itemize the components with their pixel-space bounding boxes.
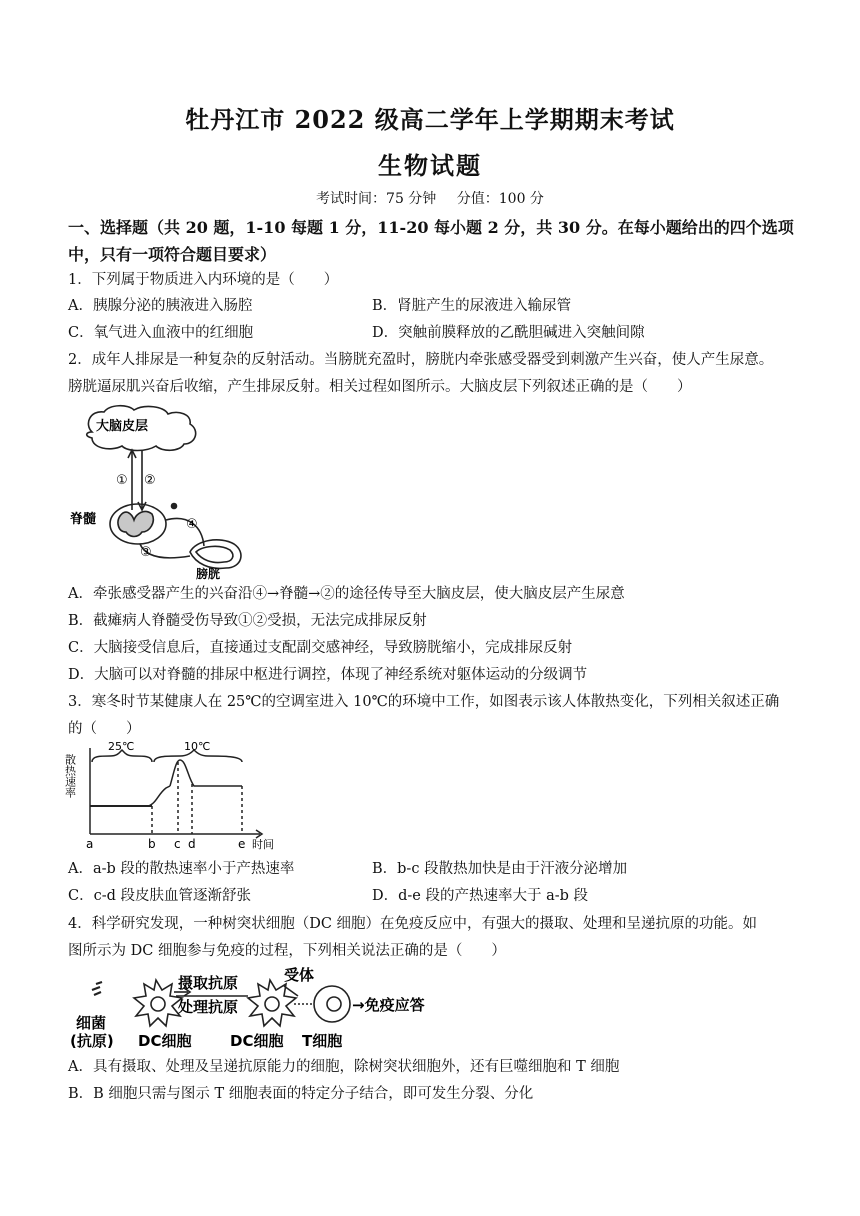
q3-option-d: D．d-e 段的产热速率大于 a-b 段 [372, 888, 589, 904]
exam-meta [0, 188, 860, 208]
q1-option-a: A．胰腺分泌的胰液进入肠腔 [68, 298, 253, 314]
temp-10c-label: 10℃ [184, 740, 211, 753]
q2-option-a: A．牵张感受器产生的兴奋沿④→脊髓→②的途径传导至大脑皮层，使大脑皮层产生尿意 [68, 586, 625, 602]
dc-cell-1-icon [134, 980, 182, 1026]
q1-option-d: D．突触前膜释放的乙酰胆碱进入突触间隙 [372, 325, 645, 341]
t-cell-icon [314, 986, 350, 1022]
receptor-line [284, 986, 298, 996]
q2-option-b: B．截瘫病人脊髓受伤导致①②受损，无法完成排尿反射 [68, 613, 427, 629]
exam-subtitle: 生物试题 [378, 151, 482, 180]
pathway-4-line [166, 518, 204, 546]
q1-option-b: B．肾脏产生的尿液进入输尿管 [372, 298, 572, 314]
exam-title: 牡丹江市 2022 级高二学年上学期期末考试 [185, 105, 675, 134]
q3-stem-line2: 的（ ） [68, 721, 141, 737]
q3-option-a: A．a-b 段的散热速率小于产热速率 [68, 861, 295, 877]
temp-25c-label: 25℃ [108, 740, 135, 753]
dc-cell-2-label: DC细胞 [230, 1032, 284, 1050]
q4-stem-line2: 图所示为 DC 细胞参与免疫的过程，下列相关说法正确的是（ ） [68, 943, 506, 959]
x-axis-label: 时间 [252, 838, 274, 851]
q4-option-a: A．具有摄取、处理及呈递抗原能力的细胞，除树突状细胞外，还有巨噬细胞和 T 细胞 [68, 1059, 620, 1075]
pathway-1-label: ① [116, 473, 128, 488]
point-a-label: a [86, 837, 94, 851]
dc-cell-diagram [70, 966, 450, 1050]
step-uptake-label: 摄取抗原 [178, 974, 239, 992]
q3-option-b: B．b-c 段散热加快是由于汗液分泌增加 [372, 861, 628, 877]
spinal-cord-label: 脊髓 [70, 512, 97, 527]
point-b-label: b [148, 837, 156, 851]
section-heading-line1: 一、选择题（共 20 题，1-10 每题 1 分，11-20 每小题 2 分，共 30 分。在每小题给出的四个选项 [68, 218, 794, 237]
bacteria-label: 细菌 [76, 1014, 107, 1032]
point-e-label: e [238, 837, 246, 851]
q2-option-d: D．大脑可以对脊髓的排尿中枢进行调控，体现了神经系统对躯体运动的分级调节 [68, 667, 588, 683]
q3-stem-line1: 3．寒冬时节某健康人在 25℃的空调室进入 10℃的环境中工作，如图表示该人体散热变化，下列相关叙述正确 [68, 694, 780, 710]
step-process-label: 处理抗原 [178, 998, 239, 1016]
q1-stem: 1．下列属于物质进入内环境的是（ ） [68, 272, 339, 288]
q4-stem-line1: 4．科学研究发现，一种树突状细胞（DC 细胞）在免疫反应中，有强大的摄取、处理和呈递抗原的功能。如 [68, 916, 758, 932]
pathway-4-label: ④ [186, 517, 198, 532]
q2-stem-line1: 2．成年人排尿是一种复杂的反射活动。当膀胱充盈时，膀胱内牵张感受器受到刺激产生兴奋，使人产生尿意。 [68, 352, 774, 368]
immune-response-label: →免疫应答 [352, 996, 425, 1014]
pathway-2-label: ② [144, 473, 156, 488]
curve-25c [90, 786, 170, 806]
bacteria-icon [92, 982, 102, 995]
peak-curve [170, 760, 242, 786]
q1-option-c: C．氧气进入血液中的红细胞 [68, 325, 254, 341]
q2-stem-line2: 膀胱逼尿肌兴奋后收缩，产生排尿反射。相关过程如图所示。大脑皮层下列叙述正确的是（ ） [68, 379, 692, 395]
q3-option-c: C．c-d 段皮肤血管逐渐舒张 [68, 888, 252, 904]
dc-cell-2-icon [248, 980, 296, 1026]
point-d-label: d [188, 837, 196, 851]
heat-dissipation-chart [63, 740, 285, 854]
antigen-label: (抗原) [70, 1032, 114, 1050]
q4-option-b: B．B 细胞只需与图示 T 细胞表面的特定分子结合，即可发生分裂、分化 [68, 1086, 534, 1102]
y-axis-label: 散热速率 [63, 754, 77, 798]
dc-cell-1-label: DC细胞 [138, 1032, 192, 1050]
pathway-3-label: ③ [140, 545, 152, 560]
bladder-label: 膀胱 [196, 567, 221, 581]
exam-score: 分值：100 分 [456, 191, 544, 207]
exam-time: 考试时间：75 分钟 [316, 191, 437, 207]
point-c-label: c [174, 837, 181, 851]
cortex-label: 大脑皮层 [96, 419, 149, 434]
q2-option-c: C．大脑接受信息后，直接通过支配副交感神经，导致膀胱缩小，完成排尿反射 [68, 640, 573, 656]
section-heading-line2: 中，只有一项符合题目要求） [68, 245, 277, 264]
t-cell-label: T细胞 [302, 1032, 343, 1050]
reflex-diagram [70, 402, 250, 580]
receptor-label: 受体 [284, 966, 315, 984]
